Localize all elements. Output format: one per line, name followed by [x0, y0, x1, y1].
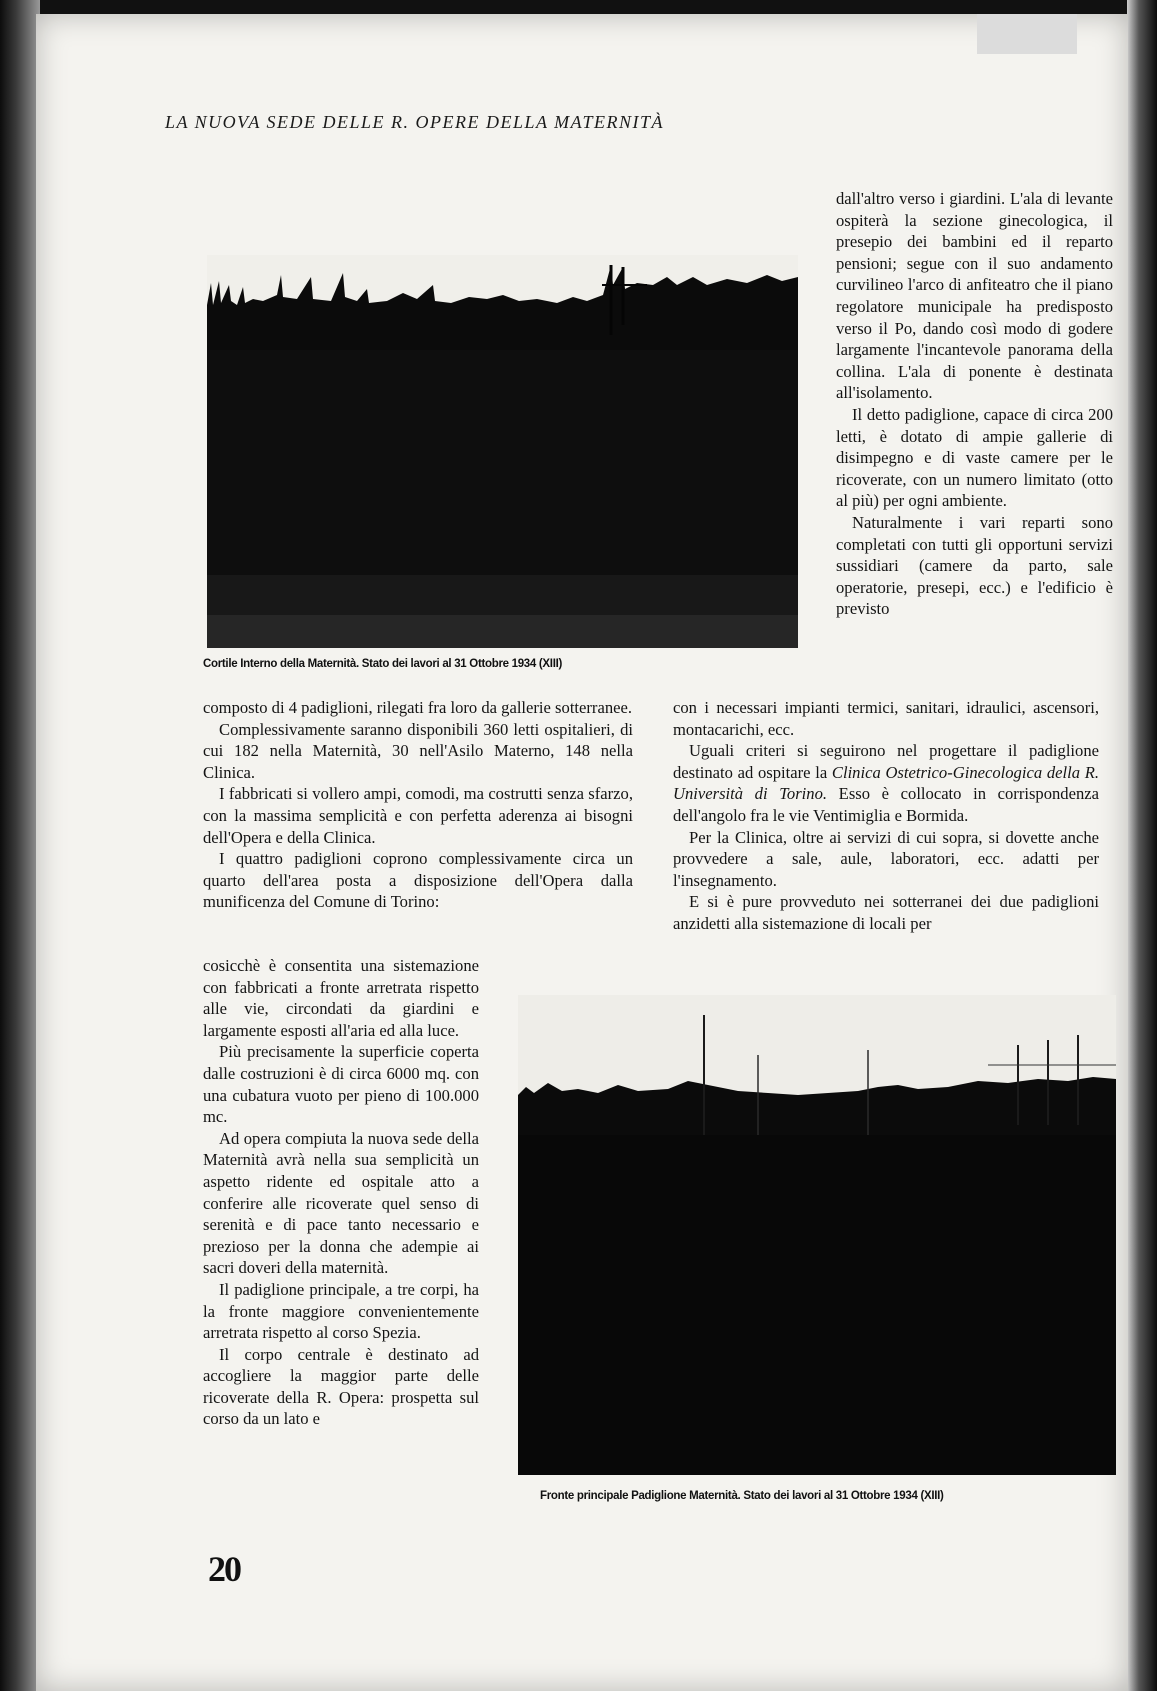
photo-courtyard-image	[207, 255, 798, 648]
text-column-bottom-right	[673, 697, 1099, 935]
page-corner-notch	[977, 14, 1077, 54]
clinic-name-italic: Clinica Ostetrico-Ginecologica della R. Università di Torino.	[673, 762, 1099, 804]
running-head: LA NUOVA SEDE DELLE R. OPERE DELLA MATERNITÀ	[165, 112, 665, 132]
paragraph: Naturalmente i vari reparti sono completati con tutti gli opportuni servizi sussidiari (camere da parto, sale operatorie, presepi, ecc.) e l'edificio è previsto	[836, 512, 1113, 619]
paragraph: Il detto padiglione, capace di circa 200 letti, è dotato di ampie gallerie di disimpegno e di vaste camere per le ricoverate, con un numero limitato (otto al più) per ogni ambiente.	[836, 404, 1113, 511]
text-column-left-narrow	[203, 955, 479, 1430]
photo-caption-bottom: Fronte principale Padiglione Maternità. Stato dei lavori al 31 Ottobre 1934 (XIII)	[540, 1490, 944, 1502]
paragraph: E si è pure provveduto nei sotterranei dei due padiglioni anzidetti alla sistemazione di locali per	[673, 892, 1099, 933]
paragraph: I fabbricati si vollero ampi, comodi, ma costrutti senza sfarzo, con la massima semplicità e con perfetta aderenza ai bisogni dell'Opera e della Clinica.	[203, 784, 633, 847]
paragraph-clinica	[673, 740, 1099, 826]
paragraph: con i necessari impianti termici, sanitari, idraulici, ascensori, montacarichi, ecc.	[673, 698, 1099, 739]
paragraph: Più precisamente la superficie coperta dalle costruzioni è di circa 6000 mq. con una cubatura vuoto per pieno di 100.000 mc.	[203, 1042, 479, 1127]
text-column-right-top	[836, 188, 1113, 620]
paragraph-text: Esso è collocato in corrispondenza dell'angolo fra le vie Ventimiglia e Bormida.	[673, 784, 1099, 825]
paragraph: Ad opera compiuta la nuova sede della Maternità avrà nella sua semplicità un aspetto ridente ed ospitale atto a conferire alle ricoverate quel senso di serenità e di pace tanto necessario e prezioso per la donna che adempie ai sacri doveri della maternità.	[203, 1128, 479, 1278]
photo-main-pavilion	[518, 995, 1116, 1475]
paragraph-text: Uguali criteri si seguirono nel progettare il padiglione destinato ad ospitare la	[673, 741, 1099, 782]
paragraph: composto di 4 padiglioni, rilegati fra loro da gallerie sotterranee.	[203, 698, 632, 717]
paragraph: Complessivamente saranno disponibili 360 letti ospitalieri, di cui 182 nella Maternità, 30 nell'Asilo Materno, 148 nella Clinica.	[203, 719, 633, 782]
paragraph: dall'altro verso i giardini. L'ala di levante ospiterà la sezione ginecologica, il presepio dei bambini ed il reparto pensioni; segue con il suo andamento curvilineo l'arco di anfiteatro che il piano regolatore municipale ha predisposto verso il Po, dando così modo di godere largamente l'incantevole panorama della collina. L'ala di ponente è destinata all'isolamento.	[836, 189, 1113, 403]
paragraph: Il corpo centrale è destinato ad accogliere la maggior parte delle ricoverate della R. Opera: prospetta sul corso da un lato e	[203, 1344, 479, 1429]
text-column-left-wide	[203, 697, 633, 913]
photo-courtyard-construction	[207, 255, 798, 648]
photo-caption-top: Cortile Interno della Maternità. Stato dei lavori al 31 Ottobre 1934 (XIII)	[203, 658, 563, 670]
paragraph: I quattro padiglioni coprono complessivamente circa un quarto dell'area posta a disposizione dell'Opera dalla munificenza del Comune di Torino:	[203, 849, 633, 912]
photo-pavilion-image	[518, 995, 1116, 1475]
page-number: 20	[208, 1549, 240, 1589]
scan-left-border	[0, 0, 40, 1691]
paragraph: Per la Clinica, oltre ai servizi di cui sopra, si dovette anche provvedere a sale, aule, laboratori, ecc. adatti per l'insegnamento.	[673, 827, 1099, 890]
scan-right-border	[1127, 0, 1157, 1691]
paragraph: cosicchè è consentita una sistemazione con fabbricati a fronte arretrata rispetto alle vie, circondati da giardini e largamente esposti all'aria ed alla luce.	[203, 956, 479, 1040]
paragraph: Il padiglione principale, a tre corpi, ha la fronte maggiore convenientemente arretrata rispetto al corso Spezia.	[203, 1279, 479, 1343]
